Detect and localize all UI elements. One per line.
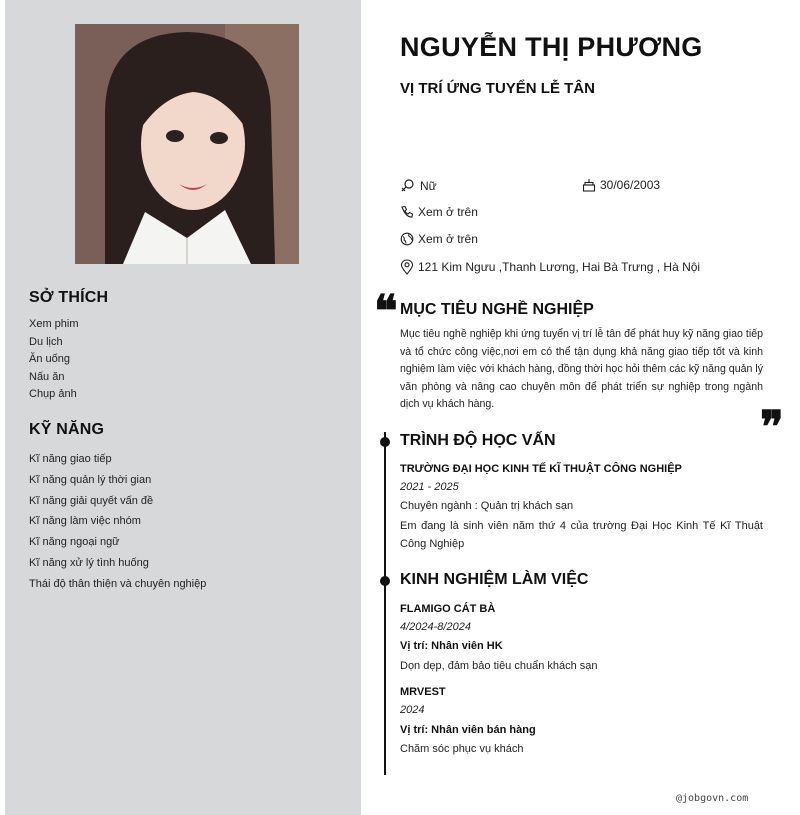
skill-item: Thái độ thân thiện và chuyên nghiệp [29,577,207,590]
quote-close-icon: ❞ [760,402,784,453]
skill-item: Kĩ năng ngoại ngữ [29,536,120,549]
education-period: 2021 - 2025 [400,481,459,493]
skill-item: Kĩ năng xử lý tình huống [29,556,149,569]
school-name: TRƯỜNG ĐẠI HỌC KINH TẾ KĨ THUẬT CÔNG NGHIỆP [400,463,682,475]
applied-position: VỊ TRÍ ỨNG TUYỂN LỄ TÂN [400,80,595,97]
timeline-dot [380,576,390,586]
job-description: Chăm sóc phục vụ khách [400,743,524,755]
job-company: FLAMIGO CÁT BÀ [400,603,496,615]
job-role: Vị trí: Nhân viên bán hàng [400,724,536,736]
hobby-item: Du lịch [29,335,63,348]
skills-list [29,449,206,595]
address-row [400,259,700,275]
education-title: TRÌNH ĐỘ HỌC VẤN [400,432,556,449]
job-role: Vị trí: Nhân viên HK [400,640,503,652]
gender-value: Nữ [420,179,437,193]
skill-item: Kĩ năng giải quyết vấn đề [29,494,154,507]
gender-icon [400,178,416,194]
hobbies-title: SỞ THÍCH [29,289,109,306]
education-description: Em đang là sinh viên năm thứ 4 của trường Đại Học Kinh Tế Kĩ Thuật Công Nghiệp [400,520,763,550]
hobbies-list [29,316,79,404]
hobby-item: Xem phim [29,318,79,330]
website-value: Xem ở trên [418,232,478,246]
hobby-item: Nấu ăn [29,370,65,383]
objective-title: MỤC TIÊU NGHỀ NGHIỆP [400,301,594,318]
address-value: 121 Kim Ngưu ,Thanh Lương, Hai Bà Trưng , Hà Nội [418,260,701,274]
gender-row [400,178,437,194]
hobby-item: Ăn uống [29,353,70,366]
phone-icon [400,205,414,219]
quote-open-icon: ❝ [374,286,398,337]
skills-title: KỸ NĂNG [29,421,105,438]
timeline-line [384,432,386,775]
birthday-row [582,178,660,192]
cake-icon [582,178,596,192]
job-period: 4/2024-8/2024 [400,621,471,633]
job-description: Dọn dẹp, đảm bảo tiêu chuẩn khách sạn [400,660,598,672]
phone-value: Xem ở trên [418,205,478,219]
job-company: MRVEST [400,686,446,698]
globe-icon [400,232,414,246]
skill-item: Kĩ năng làm việc nhóm [29,515,141,528]
candidate-name: NGUYỄN THỊ PHƯƠNG [400,32,703,62]
hobby-item: Chụp ảnh [29,388,77,401]
skill-item: Kĩ năng giao tiếp [29,453,112,465]
timeline-dot [380,437,390,447]
experience-title: KINH NGHIỆM LÀM VIỆC [400,571,589,588]
birthday-value: 30/06/2003 [600,178,661,192]
skill-item: Kĩ năng quản lý thời gian [29,473,152,486]
website-row [400,232,478,246]
education-major: Chuyên ngành : Quản trị khách sạn [400,500,574,512]
objective-text: Mục tiêu nghề nghiệp khi ứng tuyển vị trí lễ tân để phát huy kỹ năng giao tiếp và tổ chức công việc,nơi em có thể tận dụng khả năng giao tiếp tốt và kinh nghiệm làm việc với khách hàng, đồng thời học hỏi thêm các kỹ năng quản lý văn phòng và nâng cao chuyên môn để phát triển sự nghiệp trong ngành dịch vụ khách hàng. [400,328,763,411]
job-period: 2024 [400,704,425,716]
phone-row [400,205,478,219]
profile-photo [75,24,299,264]
location-pin-icon [400,259,414,275]
watermark: @jobgovn.com [676,793,749,804]
